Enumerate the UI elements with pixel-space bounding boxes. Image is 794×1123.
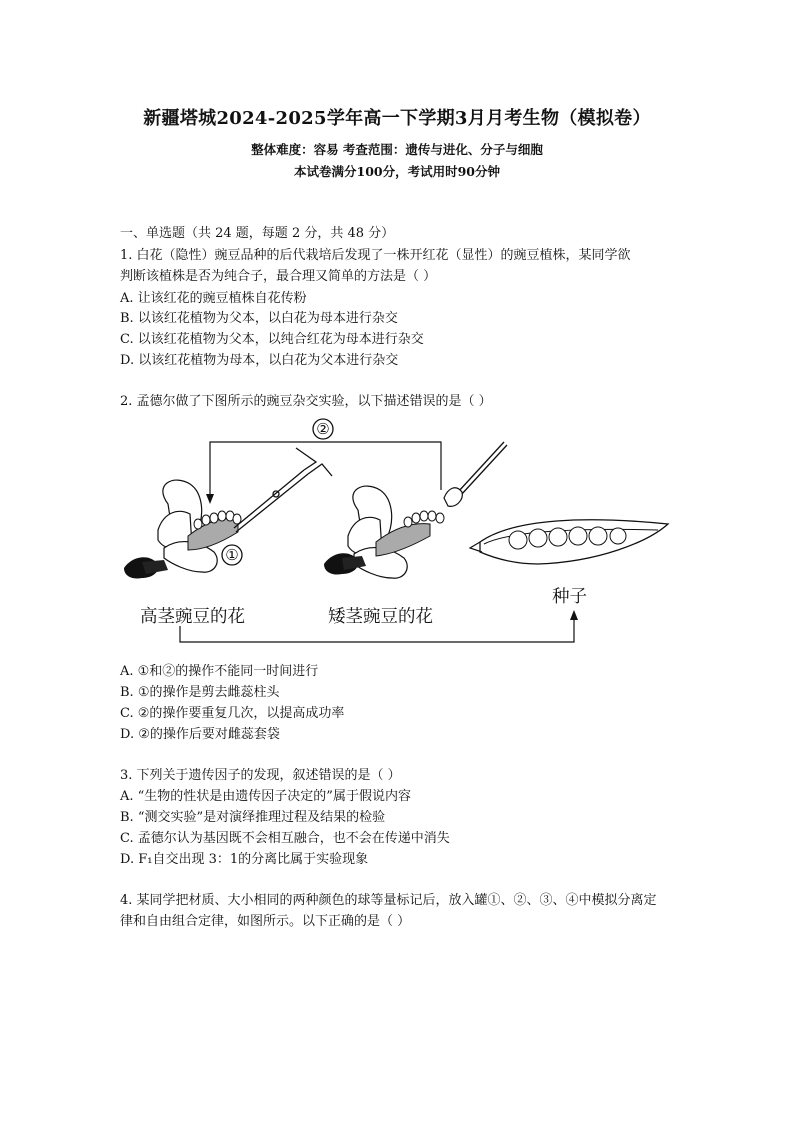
exam-title: 新疆塔城2024-2025学年高一下学期3月月考生物（模拟卷） — [143, 108, 651, 129]
marker-2-label: ② — [316, 420, 330, 438]
section-heading: 一、单选题（共 24 题，每题 2 分，共 48 分） — [120, 226, 395, 241]
question-1-stem-line1: 1. 白花（隐性）豌豆品种的后代栽培后发现了一株开红花（显性）的豌豆植株，某同学欲 — [120, 248, 631, 263]
exam-score-time: 本试卷满分100分，考试用时90分钟 — [294, 164, 500, 179]
short-flower-caption: 矮茎豌豆的花 — [328, 607, 433, 627]
operation-2-bracket — [210, 442, 441, 498]
exam-difficulty-scope: 整体难度：容易 考查范围：遗传与进化、分子与细胞 — [251, 142, 543, 157]
question-2-option-c: C. ②的操作要重复几次，以提高成功率 — [120, 706, 345, 721]
question-2-option-d: D. ②的操作后要对雌蕊套袋 — [120, 727, 280, 742]
question-1-option-a: A. 让该红花的豌豆植株自花传粉 — [120, 291, 307, 306]
question-3-option-b: B. “测交实验”是对演绎推理过程及结果的检验 — [120, 810, 386, 825]
question-4-stem-line1: 4. 某同学把材质、大小相同的两种颜色的球等量标记后，放入罐①、②、③、④中模拟分离定 — [120, 893, 657, 908]
question-3-option-c: C. 孟德尔认为基因既不会相互融合，也不会在传递中消失 — [120, 831, 450, 846]
tall-flower-caption: 高茎豌豆的花 — [140, 607, 245, 627]
question-1-option-b: B. 以该红花植物为父本，以白花为母本进行杂交 — [120, 311, 398, 326]
marker-1-label: ① — [225, 546, 239, 564]
pea-pod — [470, 520, 668, 564]
forceps — [234, 448, 332, 532]
question-4-stem-line2: 律和自由组合定律，如图所示。以下正确的是（ ） — [120, 914, 411, 929]
question-1-stem-line2: 判断该植株是否为纯合子，最合理又简单的方法是（ ） — [120, 269, 437, 284]
question-1-option-d: D. 以该红花植物为母本，以白花为父本进行杂交 — [120, 353, 399, 368]
seed-caption: 种子 — [552, 587, 587, 607]
question-1-option-c: C. 以该红花植物为父本，以纯合红花为母本进行杂交 — [120, 332, 424, 347]
question-3-stem: 3. 下列关于遗传因子的发现，叙述错误的是（ ） — [120, 768, 401, 783]
pea-cross-figure — [118, 412, 678, 644]
tall-pea-flower — [124, 480, 241, 578]
bracket-arrowhead — [206, 494, 214, 504]
pollination-brush — [444, 442, 507, 506]
question-2-stem: 2. 孟德尔做了下图所示的豌豆杂交实验，以下描述错误的是（ ） — [120, 394, 492, 409]
result-arrowhead — [570, 610, 578, 620]
question-3-option-a: A. “生物的性状是由遗传因子决定的”属于假说内容 — [120, 789, 411, 804]
question-2-option-a: A. ①和②的操作不能同一时间进行 — [120, 664, 319, 679]
short-pea-flower — [324, 486, 444, 578]
question-3-option-d: D. F₁自交出现 3：1的分离比属于实验现象 — [120, 852, 369, 867]
question-2-option-b: B. ①的操作是剪去雌蕊柱头 — [120, 685, 280, 700]
